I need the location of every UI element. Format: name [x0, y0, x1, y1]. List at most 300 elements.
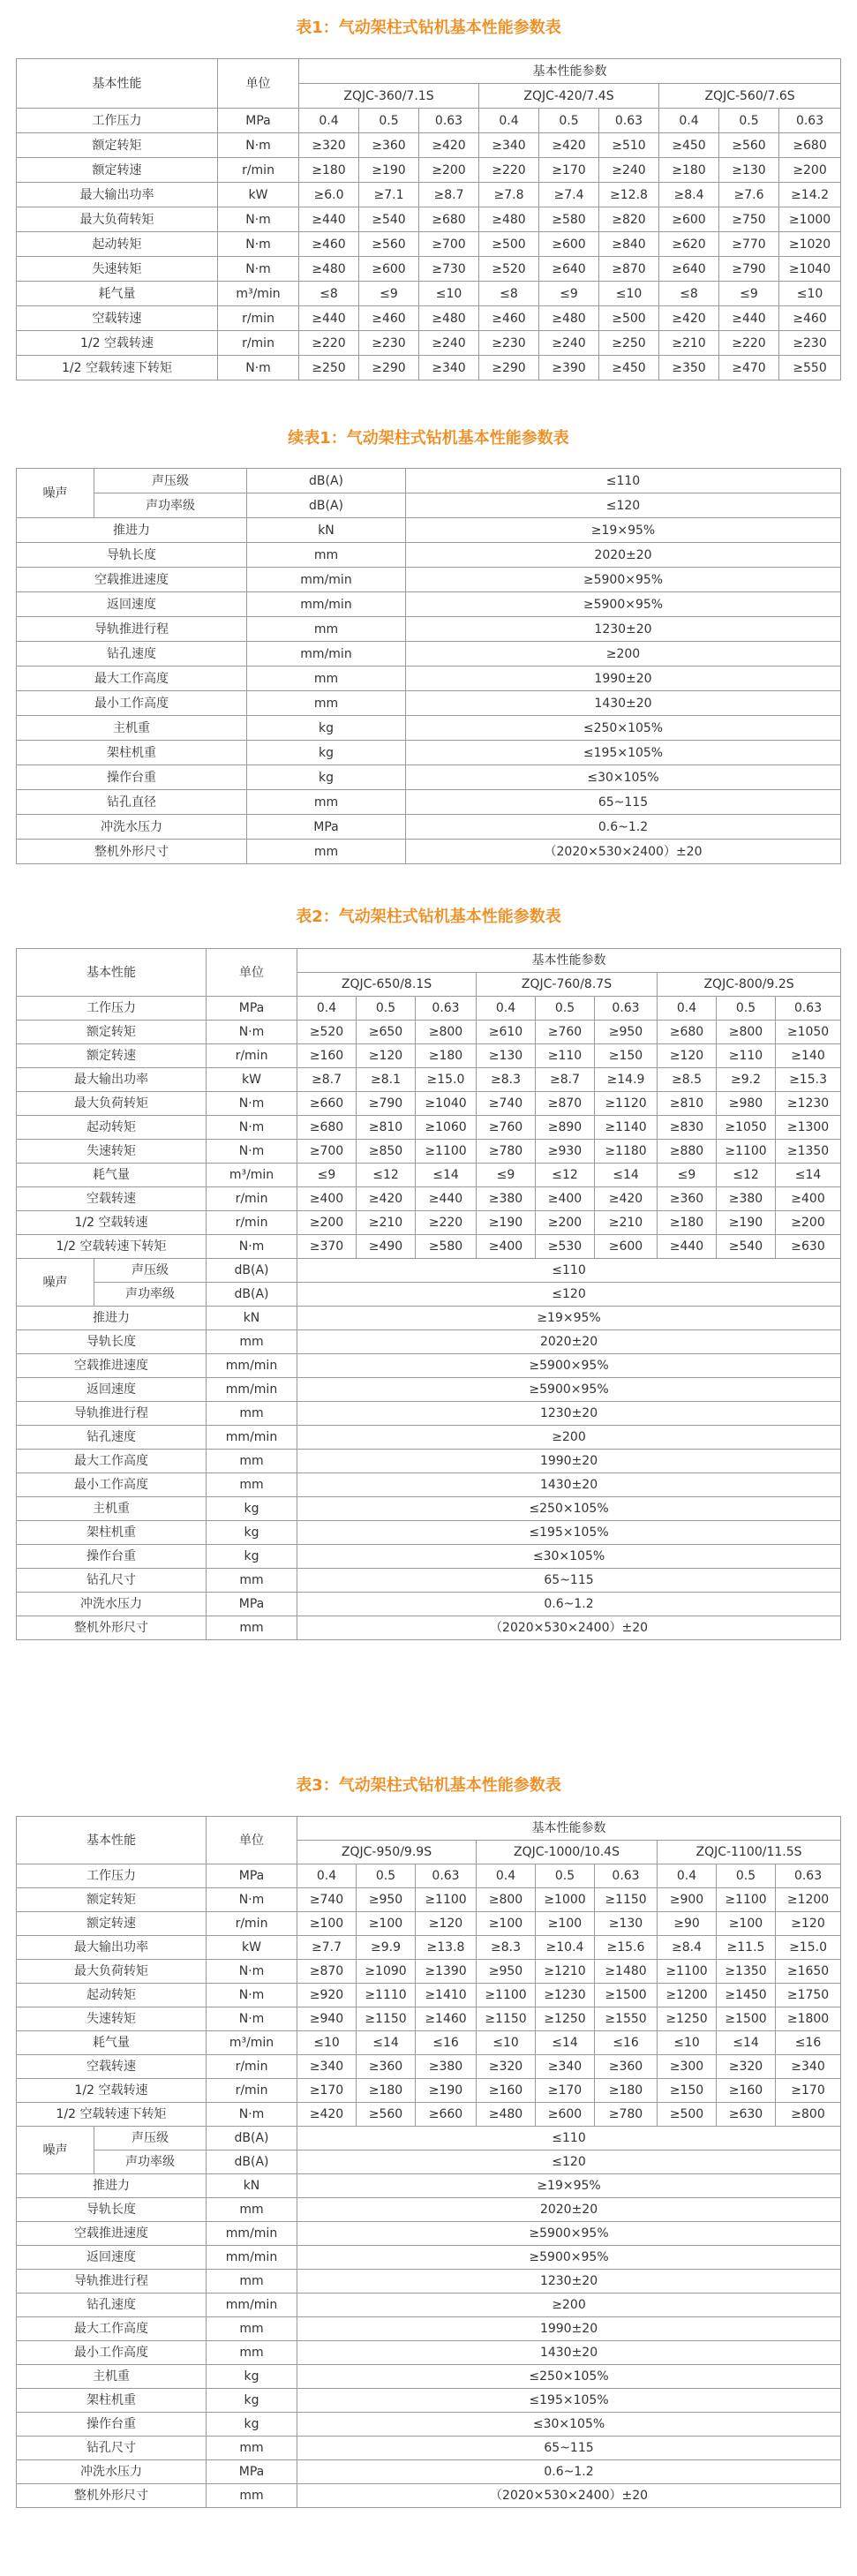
table1c-title: 续表1：气动架柱式钻机基本性能参数表	[288, 429, 569, 448]
value-cell: ≥560	[357, 2103, 416, 2127]
value-cell: ≥150	[658, 2079, 717, 2103]
unit-cell: mm/min	[207, 2294, 297, 2317]
value-cell: 1430±20	[297, 1473, 841, 1497]
value-cell: ≥780	[477, 1140, 536, 1164]
table-row	[17, 109, 841, 133]
value-cell: ≥1040	[416, 1092, 477, 1116]
value-cell: 0.5	[719, 109, 779, 133]
table1-title: 表1：气动架柱式钻机基本性能参数表	[296, 19, 561, 37]
value-cell: ≥180	[416, 1044, 477, 1068]
value-cell: ≥120	[357, 1044, 416, 1068]
value-cell: ≤30×105%	[297, 2413, 841, 2437]
value-cell: ≥190	[416, 2079, 477, 2103]
unit-cell: r/min	[207, 2079, 297, 2103]
unit-cell: kg	[207, 1521, 297, 1545]
value-cell: ≥630	[776, 1235, 841, 1259]
value-cell: ≤30×105%	[406, 765, 841, 790]
table-row	[17, 282, 841, 306]
unit-cell: r/min	[207, 1044, 297, 1068]
value-cell: ≥1100	[658, 1960, 717, 1984]
value-cell: ≥180	[299, 158, 359, 183]
unit-cell: mm	[207, 1450, 297, 1473]
row-label: 1/2 空载转速下转矩	[17, 2103, 207, 2127]
table-row	[17, 1378, 841, 1402]
value-cell: 0.5	[717, 1864, 776, 1888]
value-cell: ≥1150	[357, 2007, 416, 2031]
value-cell: ≥230	[479, 331, 539, 356]
row-label: 钻孔尺寸	[17, 1569, 207, 1593]
value-cell: ≥200	[406, 642, 841, 667]
value-cell: ≥8.4	[659, 183, 719, 207]
unit-cell: mm/min	[247, 568, 406, 592]
value-cell: 0.4	[477, 997, 536, 1021]
value-cell: ≥680	[297, 1116, 357, 1140]
value-cell: ≥390	[539, 356, 599, 380]
value-cell: ≥1250	[658, 2007, 717, 2031]
value-cell: ≥450	[659, 133, 719, 158]
table-row	[17, 1283, 841, 1307]
value-cell: ≥870	[297, 1960, 357, 1984]
value-cell: ≥90	[658, 1912, 717, 1936]
unit-cell: MPa	[207, 997, 297, 1021]
value-cell: ≥180	[595, 2079, 658, 2103]
value-cell: ≥600	[595, 1235, 658, 1259]
model-header: ZQJC-950/9.9S	[297, 1841, 477, 1864]
value-cell: ≤10	[779, 282, 841, 306]
value-cell: ≥360	[359, 133, 419, 158]
value-cell: ≥200	[297, 1211, 357, 1235]
table-row	[17, 2341, 841, 2365]
row-label: 空载推进速度	[17, 1354, 207, 1378]
value-cell: ≥480	[419, 306, 479, 331]
value-cell: ≥1100	[717, 1140, 776, 1164]
value-cell: ≥1050	[776, 1021, 841, 1044]
row-label: 额定转矩	[17, 1021, 207, 1044]
row-label: 声功率级	[94, 2150, 207, 2174]
table-row	[17, 1092, 841, 1116]
value-cell: ≥630	[717, 2103, 776, 2127]
table-row	[17, 1912, 841, 1936]
unit-cell: mm	[247, 617, 406, 642]
value-cell: ≥600	[659, 207, 719, 232]
value-cell: ≥400	[776, 1187, 841, 1211]
unit-cell: kN	[247, 518, 406, 543]
value-cell: ≤10	[658, 2031, 717, 2055]
row-label: 声压级	[94, 1259, 207, 1283]
value-cell: ≥840	[599, 232, 659, 257]
value-cell: ≥11.5	[717, 1936, 776, 1960]
row-label: 钻孔直径	[17, 790, 247, 815]
value-cell: ≤14	[416, 1164, 477, 1187]
table-row	[17, 2484, 841, 2508]
row-label: 钻孔速度	[17, 2294, 207, 2317]
value-cell: ≥1250	[536, 2007, 595, 2031]
value-cell: 1230±20	[297, 1402, 841, 1426]
value-cell: ≥120	[776, 1912, 841, 1936]
row-label: 冲洗水压力	[17, 2460, 207, 2484]
header-unit: 单位	[207, 949, 297, 997]
row-label: 额定转矩	[17, 133, 218, 158]
row-label: 1/2 空载转速下转矩	[17, 1235, 207, 1259]
value-cell: ≥200	[536, 1211, 595, 1235]
unit-cell: kg	[207, 1545, 297, 1569]
value-cell: ≥200	[297, 2294, 841, 2317]
value-cell: ≥540	[359, 207, 419, 232]
value-cell: ≥660	[416, 2103, 477, 2127]
unit-cell: m³/min	[207, 1164, 297, 1187]
value-cell: ≥420	[595, 1187, 658, 1211]
value-cell: ≤10	[419, 282, 479, 306]
value-cell: ≥790	[719, 257, 779, 282]
value-cell: ≥120	[416, 1912, 477, 1936]
table2	[16, 948, 841, 1640]
unit-cell: MPa	[207, 1864, 297, 1888]
row-label: 最大输出功率	[17, 183, 218, 207]
row-label: 架柱机重	[17, 2389, 207, 2413]
row-label: 空载推进速度	[17, 568, 247, 592]
value-cell: ≥220	[299, 331, 359, 356]
table-row	[17, 1426, 841, 1450]
value-cell: ≥1020	[779, 232, 841, 257]
value-cell: ≥1230	[776, 1092, 841, 1116]
row-label: 额定转速	[17, 1044, 207, 1068]
row-label: 操作台重	[17, 765, 247, 790]
value-cell: （2020×530×2400）±20	[297, 1616, 841, 1640]
value-cell: 0.63	[595, 1864, 658, 1888]
value-cell: ≥480	[479, 207, 539, 232]
value-cell: ≥5900×95%	[406, 568, 841, 592]
value-cell: ≥820	[599, 207, 659, 232]
value-cell: 0.4	[297, 1864, 357, 1888]
value-cell: ≤195×105%	[297, 2389, 841, 2413]
value-cell: ≥350	[659, 356, 719, 380]
value-cell: ≥760	[536, 1021, 595, 1044]
value-cell: ≥14.9	[595, 1068, 658, 1092]
value-cell: ≥740	[297, 1888, 357, 1912]
table-row	[17, 1068, 841, 1092]
value-cell: ≥1650	[776, 1960, 841, 1984]
table-row	[17, 2198, 841, 2222]
table-row	[17, 1616, 841, 1640]
value-cell: ≥15.0	[416, 1068, 477, 1092]
header-unit: 单位	[218, 59, 299, 109]
value-cell: ≥1500	[595, 1984, 658, 2007]
unit-cell: kg	[247, 765, 406, 790]
value-cell: 0.63	[776, 997, 841, 1021]
row-label: 推进力	[17, 1307, 207, 1330]
table-row	[17, 815, 841, 840]
row-label: 起动转矩	[17, 1116, 207, 1140]
table-row	[17, 1330, 841, 1354]
table-row	[17, 2294, 841, 2317]
value-cell: 0.5	[536, 1864, 595, 1888]
row-label: 最小工作高度	[17, 1473, 207, 1497]
value-cell: 0.5	[536, 997, 595, 1021]
unit-cell: N·m	[207, 2007, 297, 2031]
value-cell: ≥7.6	[719, 183, 779, 207]
value-cell: ≥480	[299, 257, 359, 282]
row-label: 主机重	[17, 2365, 207, 2389]
unit-cell: mm	[207, 1616, 297, 1640]
table-row	[17, 840, 841, 864]
table-row	[17, 617, 841, 642]
unit-cell: dB(A)	[207, 2127, 297, 2150]
model-header: ZQJC-760/8.7S	[477, 973, 658, 997]
value-cell: ≥1050	[717, 1116, 776, 1140]
row-label: 最大负荷转矩	[17, 1960, 207, 1984]
row-label: 返回速度	[17, 592, 247, 617]
unit-cell: mm	[247, 840, 406, 864]
unit-cell: MPa	[207, 2460, 297, 2484]
value-cell: ≥870	[536, 1092, 595, 1116]
value-cell: ≥800	[717, 1021, 776, 1044]
unit-cell: mm	[207, 1402, 297, 1426]
unit-cell: N·m	[207, 1140, 297, 1164]
row-label: 失速转矩	[17, 257, 218, 282]
value-cell: ≥420	[357, 1187, 416, 1211]
unit-cell: N·m	[218, 356, 299, 380]
value-cell: ≥370	[297, 1235, 357, 1259]
table-row	[17, 2413, 841, 2437]
value-cell: ≤14	[536, 2031, 595, 2055]
row-label: 整机外形尺寸	[17, 2484, 207, 2508]
value-cell: ≤9	[359, 282, 419, 306]
unit-cell: mm/min	[207, 2222, 297, 2246]
table2-title: 表2：气动架柱式钻机基本性能参数表	[296, 908, 561, 926]
value-cell: ≥460	[779, 306, 841, 331]
table-row	[17, 1187, 841, 1211]
row-label: 主机重	[17, 1497, 207, 1521]
unit-cell: MPa	[207, 1593, 297, 1616]
value-cell: ≥900	[658, 1888, 717, 1912]
value-cell: ≤120	[297, 1283, 841, 1307]
value-cell: 0.63	[419, 109, 479, 133]
value-cell: ≥880	[658, 1140, 717, 1164]
value-cell: ≤250×105%	[406, 716, 841, 741]
value-cell: ≥1300	[776, 1116, 841, 1140]
row-label: 声压级	[94, 2127, 207, 2150]
model-header: ZQJC-360/7.1S	[299, 84, 479, 109]
table-row	[17, 518, 841, 543]
value-cell: ≥680	[419, 207, 479, 232]
value-cell: ≥9.9	[357, 1936, 416, 1960]
unit-cell: mm/min	[247, 642, 406, 667]
value-cell: ≥13.8	[416, 1936, 477, 1960]
value-cell: ≤120	[406, 493, 841, 518]
value-cell: ≥550	[779, 356, 841, 380]
value-cell: ≥160	[297, 1044, 357, 1068]
unit-cell: kg	[207, 2365, 297, 2389]
value-cell: ≥1500	[717, 2007, 776, 2031]
value-cell: ≥140	[776, 1044, 841, 1068]
unit-cell: m³/min	[207, 2031, 297, 2055]
value-cell: ≥1140	[595, 1116, 658, 1140]
value-cell: ≥1800	[776, 2007, 841, 2031]
value-cell: ≤14	[776, 1164, 841, 1187]
value-cell: ≤10	[477, 2031, 536, 2055]
value-cell: ≥480	[477, 2103, 536, 2127]
value-cell: ≥180	[659, 158, 719, 183]
noise-label: 噪声	[17, 469, 94, 518]
value-cell: ≥950	[477, 1960, 536, 1984]
row-label: 1/2 空载转速	[17, 2079, 207, 2103]
value-cell: ≥200	[779, 158, 841, 183]
row-label: 整机外形尺寸	[17, 840, 247, 864]
unit-cell: N·m	[218, 133, 299, 158]
table-row	[17, 331, 841, 356]
value-cell: ≥5900×95%	[297, 1378, 841, 1402]
value-cell: ≥250	[599, 331, 659, 356]
row-label: 空载推进速度	[17, 2222, 207, 2246]
row-label: 最小工作高度	[17, 2341, 207, 2365]
row-label: 起动转矩	[17, 232, 218, 257]
table-row	[17, 1140, 841, 1164]
row-label: 操作台重	[17, 2413, 207, 2437]
value-cell: ≥210	[357, 1211, 416, 1235]
unit-cell: mm	[207, 1330, 297, 1354]
value-cell: ≥810	[357, 1116, 416, 1140]
table-row	[17, 592, 841, 617]
value-cell: ≥460	[359, 306, 419, 331]
value-cell: ≤195×105%	[297, 1521, 841, 1545]
value-cell: ≥150	[595, 1044, 658, 1068]
value-cell: ≥300	[658, 2055, 717, 2079]
value-cell: 2020±20	[406, 543, 841, 568]
table-row	[17, 1984, 841, 2007]
value-cell: ≥930	[536, 1140, 595, 1164]
table-row	[17, 1960, 841, 1984]
value-cell: ≥890	[536, 1116, 595, 1140]
value-cell: ≥200	[776, 1211, 841, 1235]
row-label: 起动转矩	[17, 1984, 207, 2007]
value-cell: ≥220	[479, 158, 539, 183]
value-cell: ≥160	[477, 2079, 536, 2103]
table-row	[17, 1259, 841, 1283]
value-cell: ≥750	[719, 207, 779, 232]
table-row	[17, 1473, 841, 1497]
row-label: 额定转矩	[17, 1888, 207, 1912]
value-cell: ≥800	[776, 2103, 841, 2127]
row-label: 失速转矩	[17, 2007, 207, 2031]
value-cell: ≥480	[539, 306, 599, 331]
value-cell: ≥950	[595, 1021, 658, 1044]
table-row	[17, 997, 841, 1021]
header-params: 基本性能参数	[297, 1817, 841, 1841]
value-cell: ≥490	[357, 1235, 416, 1259]
value-cell: ≥680	[658, 1021, 717, 1044]
table-row	[17, 1936, 841, 1960]
value-cell: ≤250×105%	[297, 1497, 841, 1521]
value-cell: ≥450	[599, 356, 659, 380]
table-row	[17, 2389, 841, 2413]
unit-cell: mm	[207, 2341, 297, 2365]
value-cell: ≥850	[357, 1140, 416, 1164]
value-cell: ≥340	[536, 2055, 595, 2079]
header-params: 基本性能参数	[297, 949, 841, 973]
unit-cell: mm	[247, 667, 406, 691]
value-cell: ≥360	[595, 2055, 658, 2079]
value-cell: ≤10	[599, 282, 659, 306]
row-label: 主机重	[17, 716, 247, 741]
unit-cell: kW	[207, 1068, 297, 1092]
table-row	[17, 2365, 841, 2389]
value-cell: ≤10	[297, 2031, 357, 2055]
unit-cell: dB(A)	[207, 1283, 297, 1307]
row-label: 导轨长度	[17, 543, 247, 568]
value-cell: ≥8.4	[658, 1936, 717, 1960]
value-cell: 0.63	[416, 1864, 477, 1888]
value-cell: ≤8	[659, 282, 719, 306]
value-cell: ≥230	[779, 331, 841, 356]
table-row	[17, 1497, 841, 1521]
unit-cell: m³/min	[218, 282, 299, 306]
value-cell: ≥760	[477, 1116, 536, 1140]
value-cell: ≤14	[595, 1164, 658, 1187]
value-cell: 0.4	[659, 109, 719, 133]
value-cell: ≥640	[659, 257, 719, 282]
row-label: 失速转矩	[17, 1140, 207, 1164]
table-row	[17, 716, 841, 741]
value-cell: ≤110	[297, 1259, 841, 1283]
value-cell: ≥240	[539, 331, 599, 356]
value-cell: ≥1350	[776, 1140, 841, 1164]
row-label: 声功率级	[94, 493, 247, 518]
unit-cell: mm	[207, 1569, 297, 1593]
unit-cell: N·m	[207, 1984, 297, 2007]
unit-cell: r/min	[218, 331, 299, 356]
unit-cell: mm	[207, 2270, 297, 2294]
unit-cell: kW	[207, 1936, 297, 1960]
value-cell: ≥200	[297, 1426, 841, 1450]
row-label: 推进力	[17, 2174, 207, 2198]
value-cell: ≥560	[359, 232, 419, 257]
table1-continued	[16, 468, 841, 864]
row-label: 工作压力	[17, 109, 218, 133]
value-cell: ≥130	[595, 1912, 658, 1936]
value-cell: 0.6~1.2	[297, 1593, 841, 1616]
table-row	[17, 207, 841, 232]
value-cell: ≥5900×95%	[297, 1354, 841, 1378]
value-cell: ≥9.2	[717, 1068, 776, 1092]
value-cell: ≥290	[479, 356, 539, 380]
value-cell: 1230±20	[297, 2270, 841, 2294]
unit-cell: dB(A)	[247, 469, 406, 493]
row-label: 操作台重	[17, 1545, 207, 1569]
value-cell: ≥1350	[717, 1960, 776, 1984]
value-cell: ≥170	[776, 2079, 841, 2103]
unit-cell: r/min	[218, 158, 299, 183]
row-label: 导轨长度	[17, 1330, 207, 1354]
value-cell: ≤12	[536, 1164, 595, 1187]
unit-cell: kg	[207, 2413, 297, 2437]
value-cell: ≥190	[359, 158, 419, 183]
value-cell: （2020×530×2400）±20	[297, 2484, 841, 2508]
unit-cell: kg	[247, 716, 406, 741]
value-cell: ≥170	[536, 2079, 595, 2103]
value-cell: 0.5	[357, 997, 416, 1021]
unit-cell: N·m	[207, 1960, 297, 1984]
table-row	[17, 543, 841, 568]
value-cell: 0.6~1.2	[406, 815, 841, 840]
unit-cell: N·m	[218, 257, 299, 282]
value-cell: ≥8.7	[419, 183, 479, 207]
unit-cell: mm	[247, 790, 406, 815]
value-cell: ≥1450	[717, 1984, 776, 2007]
value-cell: ≥1480	[595, 1960, 658, 1984]
unit-cell: mm/min	[207, 1426, 297, 1450]
unit-cell: kN	[207, 1307, 297, 1330]
value-cell: 0.63	[416, 997, 477, 1021]
